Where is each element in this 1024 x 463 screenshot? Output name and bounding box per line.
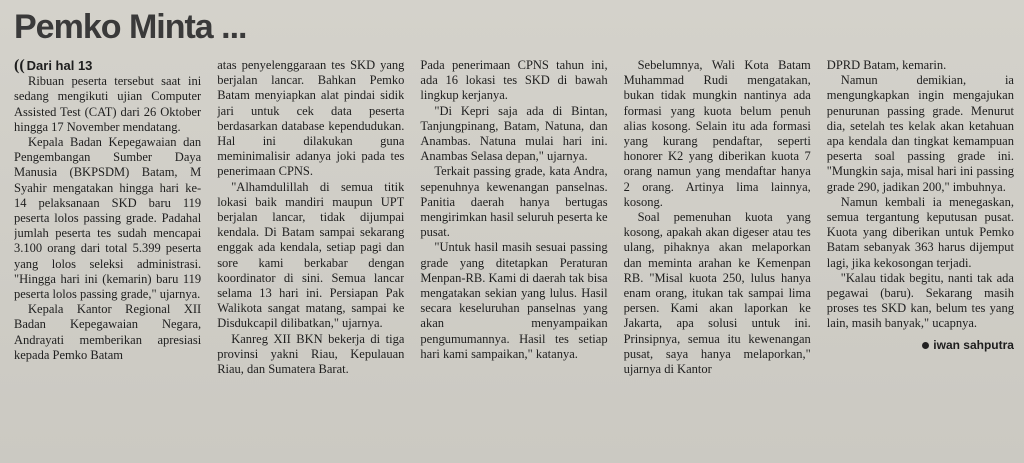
paragraph: Ribuan peserta tersebut saat ini sedang mengikuti ujian Computer Assisted Test (CAT) dari 26 Oktober hingga 17 November mendatang. — [14, 74, 202, 134]
headline: Pemko Minta ... — [14, 8, 247, 46]
paragraph: "Di Kepri saja ada di Bintan, Tanjungpinang, Batam, Natuna, dan Anambas. Natuna mulai hari ini. Anambas Selasa depan," ujarnya. — [420, 103, 608, 164]
paragraph: Kanreg XII BKN bekerja di tiga provinsi yakni Riau, Kepulauan Riau, dan Sumatera Barat. — [217, 331, 405, 377]
paragraph: Namun kembali ia menegaskan, semua tergantung keputusan pusat. Kuota yang diberikan untuk Pemko Batam sebanyak 363 harus dijemput lagi, jika kekosongan terjadi. — [826, 194, 1014, 270]
paragraph: Namun demikian, ia mengungkapkan ingin mengajukan penurunan passing grade. Menurut dia, setelah tes kelak akan ketahuan apa kendala dan tingkat kemampuan peserta soal passing grade ini. "Mungkin saja, misal hari ini passing grade 290, jadikan 200," imbuhnya. — [826, 73, 1014, 194]
paragraph: "Kalau tidak begitu, nanti tak ada pegawai (baru). Sekarang masih proses tes SKD kan, belum tes yang lain, masih banyak," ucapnya. — [826, 270, 1014, 331]
paragraph: atas penyelenggaraan tes SKD yang berjalan lancar. Bahkan Pemko Batam menyiapkan alat pindai sidik jari untuk cek data peserta berdasarkan database kependudukan. Hal ini dilakukan guna meminimalisir adanya joki pada tes penerimaan CPNS. — [217, 58, 405, 179]
paragraph: Kepala Badan Kepegawaian dan Pengembangan Sumber Daya Manusia (BKPSDM) Batam, M Syahir mengatakan hingga hari ke-14 pelaksanaan SKD baru 119 peserta lolos passing grade. Padahal jumlah peserta tes sudah mencapai 3.100 orang dari total 5.399 peserta yang lolos seleksi administrasi. "Hingga hari ini (kemarin) baru 119 peserta lolos passing grade," ujarnya. — [14, 135, 202, 302]
dari-label: Dari hal 13 — [26, 58, 93, 73]
paragraph: Pada penerimaan CPNS tahun ini, ada 16 lokasi tes SKD di bawah lingkup kerjanya. — [420, 58, 608, 103]
paragraph: "Alhamdulillah di semua titik lokasi baik mandiri maupun UPT berjalan lancar, tidak dijumpai kendala. Di Batam sampai sekarang enggak ada kendala, setiap pagi dan sore kami berkabar dengan koordinator di sini. Semua lancar selama 13 hari ini. Persiapan Pak Walikota sangat matang, sampai ke Disdukcapil dilibatkan," ujarnya. — [217, 179, 405, 331]
column-5 — [827, 58, 1014, 453]
paragraph: DPRD Batam, kemarin. — [826, 58, 947, 72]
paragraph: "Untuk hasil masih sesuai passing grade yang ditetapkan Peraturan Menpan-RB. Kami di daerah tak bisa mengatakan sekian yang lulus. Hasil secara keseluruhan panselnas yang akan menyampaikan pengumumannya. Hasil tes setiap hari kami sampaikan," katanya. — [420, 240, 608, 361]
quote-mark-icon: (( — [14, 58, 25, 74]
paragraph: Soal pemenuhan kuota yang kosong, apakah akan digeser atau tes ulang, pihaknya akan melaporkan dan meminta arahan ke Kemenpan RB. "Misal kuota 250, lulus hanya enam orang, itukan tak sampai lima persen. Kami akan laporkan ke Jakarta, apa solusi untuk ini. Prinsipnya, semua itu kewenangan pusat, saya hanya melaporkan," ujarnya di Kantor — [623, 210, 811, 377]
paragraph: Kepala Kantor Regional XII Badan Kepegawaian Negara, Andrayati memberikan apresiasi kepada Pemko Batam — [14, 302, 202, 362]
column-4 — [624, 58, 811, 453]
column-3 — [420, 58, 607, 453]
column-1 — [14, 58, 201, 453]
dari-line — [14, 58, 201, 74]
byline-name: iwan sahputra — [933, 337, 1014, 352]
article-body — [14, 58, 1014, 453]
bullet-icon — [922, 342, 929, 349]
paragraph: Sebelumnya, Wali Kota Batam Muhammad Rudi mengatakan, bukan tidak mungkin nantinya ada formasi yang kuota belum penuh alias kosong. Selain itu ada formasi yang kurang pendaftar, seperti honorer K2 yang diberikan kuota 7 orang namun yang mendaftar hanya 2 orang. Artinya lima lainnya, kosong. — [623, 58, 811, 209]
paragraph: Terkait passing grade, kata Andra, sepenuhnya kewenangan panselnas. Panitia daerah hanya bertugas mengirimkan hasil seluruh peserta ke pusat. — [420, 164, 608, 240]
column-2 — [217, 58, 404, 453]
byline — [827, 338, 1014, 353]
